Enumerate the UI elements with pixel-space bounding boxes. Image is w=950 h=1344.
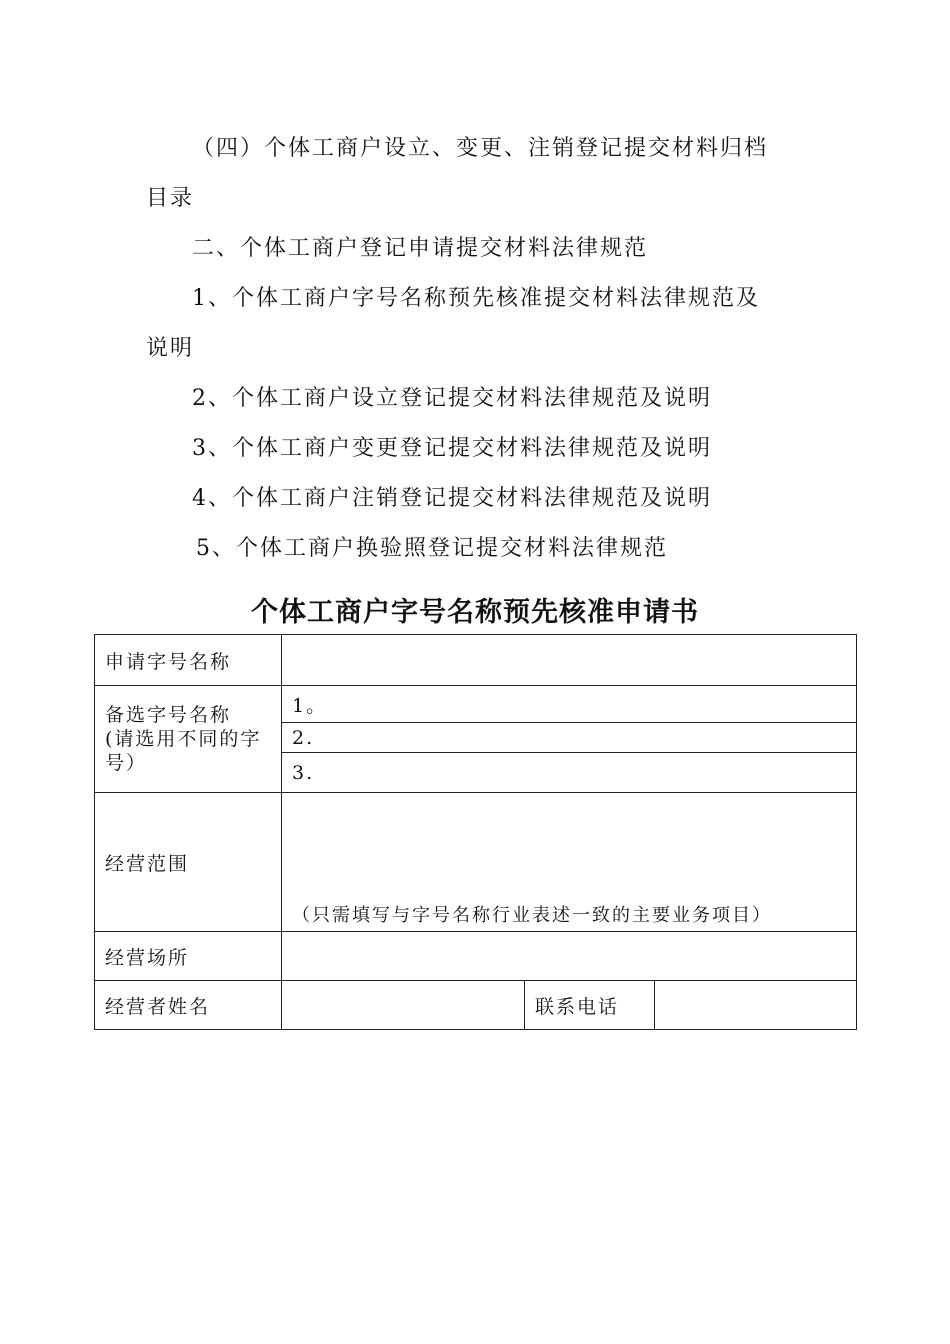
input-applied-name[interactable] <box>282 635 857 686</box>
input-contact-phone[interactable] <box>655 981 857 1030</box>
paragraph-item-3: 3、个体工商户变更登记提交材料法律规范及说明 <box>192 436 712 461</box>
paragraph-archive-line1: （四）个体工商户设立、变更、注销登记提交材料归档 <box>192 136 769 161</box>
paragraph-archive-line2: 目录 <box>146 186 195 211</box>
row-alternative-name-1 <box>95 686 857 723</box>
paragraph-item-2: 2、个体工商户设立登记提交材料法律规范及说明 <box>192 386 712 411</box>
row-business-scope <box>95 793 857 932</box>
paragraph-item-1-line1: 1、个体工商户字号名称预先核准提交材料法律规范及 <box>192 286 760 311</box>
label-alternative-line3: 号） <box>105 752 148 774</box>
paragraph-item-1-line2: 说明 <box>146 336 195 361</box>
label-alternative-names <box>95 686 282 793</box>
row-business-place <box>95 932 857 981</box>
label-operator-name: 经营者姓名 <box>95 981 282 1030</box>
label-applied-name: 申请字号名称 <box>95 635 282 686</box>
paragraph-item-5: 5、个体工商户换验照登记提交材料法律规范 <box>196 536 668 561</box>
input-alternative-name-3[interactable]: 3. <box>282 753 857 793</box>
form-title: 个体工商户字号名称预先核准申请书 <box>251 597 699 628</box>
row-operator <box>95 981 857 1030</box>
input-business-scope[interactable] <box>282 793 857 932</box>
application-form-table <box>94 634 857 1030</box>
paragraph-section-two: 二、个体工商户登记申请提交材料法律规范 <box>192 236 649 261</box>
label-contact-phone: 联系电话 <box>525 981 655 1030</box>
business-scope-note: （只需填写与字号名称行业表述一致的主要业务项目） <box>292 905 772 926</box>
label-business-place: 经营场所 <box>95 932 282 981</box>
input-business-place[interactable] <box>282 932 857 981</box>
row-applied-name <box>95 635 857 686</box>
label-business-scope: 经营范围 <box>95 793 282 932</box>
paragraph-item-4: 4、个体工商户注销登记提交材料法律规范及说明 <box>192 486 712 511</box>
input-alternative-name-1[interactable]: 1。 <box>282 686 857 723</box>
label-alternative-line2: (请选用不同的字 <box>105 728 262 750</box>
label-alternative-line1: 备选字号名称 <box>105 704 232 726</box>
input-alternative-name-2[interactable]: 2. <box>282 723 857 753</box>
input-operator-name[interactable] <box>282 981 525 1030</box>
